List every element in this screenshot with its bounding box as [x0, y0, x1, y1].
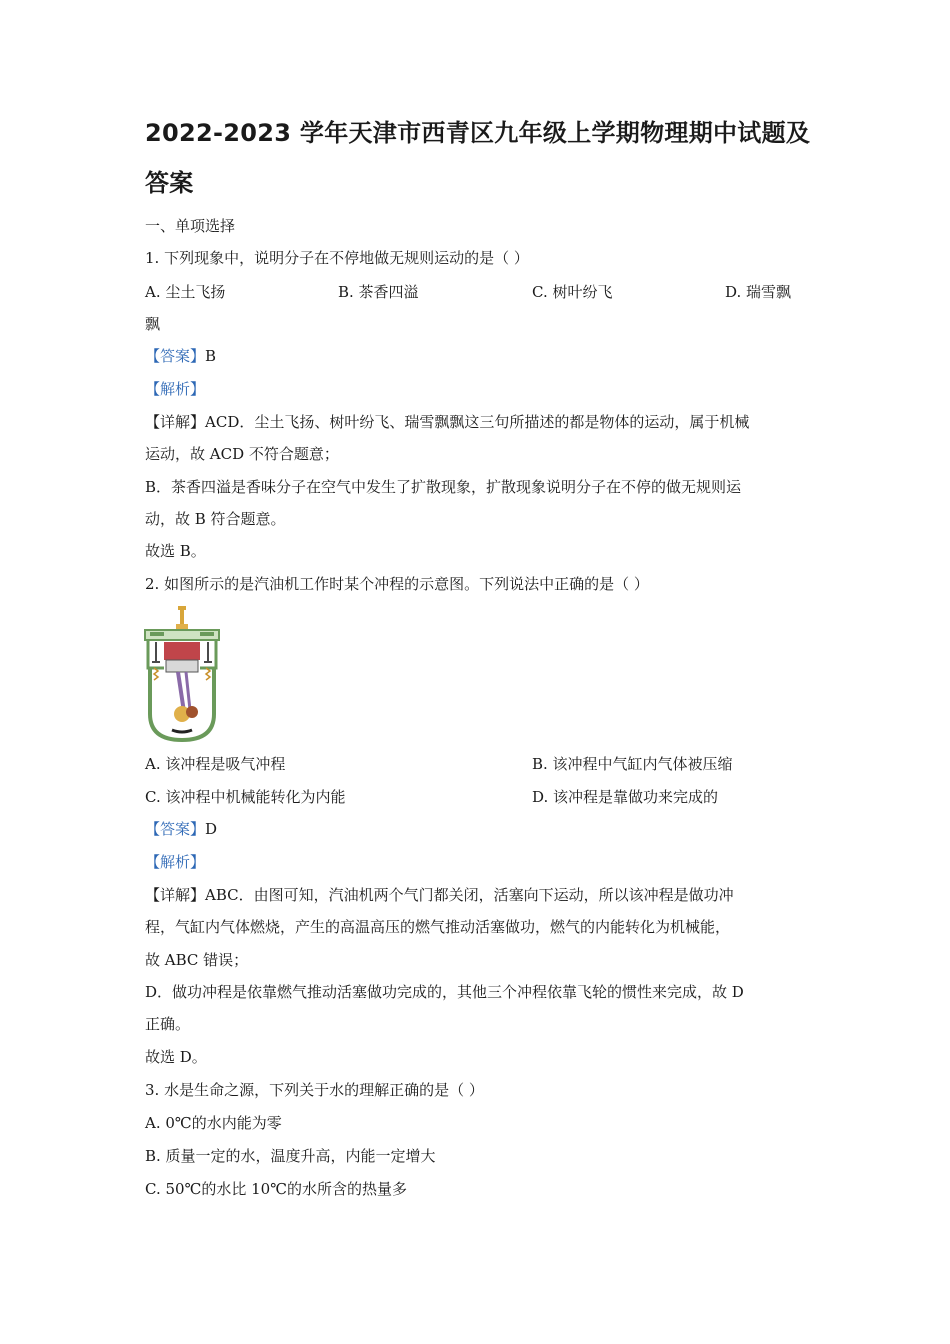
q1-detail-line-1: 【详解】ACD．尘土飞扬、树叶纷飞、瑞雪飘飘这三句所描述的都是物体的运动，属于机械 — [145, 413, 750, 431]
q3-option-c: C. 50℃的水比 10℃的水所含的热量多 — [145, 1180, 407, 1198]
exhaust-port — [200, 632, 214, 636]
document-title-line-2: 答案 — [145, 169, 194, 197]
spark-plug-body — [180, 610, 184, 624]
exhaust-valve — [204, 642, 212, 662]
q2-conclusion: 故选 D。 — [145, 1048, 207, 1066]
q2-detail-line-4: D．做功冲程是依靠燃气推动活塞做功完成的，其他三个冲程依靠飞轮的惯性来完成，故 D — [145, 983, 744, 1001]
q1-analysis-tag: 【解析】 — [145, 380, 206, 398]
answer-tag: 【答案】 — [145, 347, 206, 365]
q1-stem: 1. 下列现象中，说明分子在不停地做无规则运动的是（ ） — [145, 249, 529, 267]
q1-answer-value: B — [205, 347, 217, 365]
q1-option-d: D. 瑞雪飘 — [725, 283, 792, 301]
exhaust-valve-spring — [206, 668, 210, 680]
q2-option-d: D. 该冲程是靠做功来完成的 — [532, 788, 719, 806]
engine-diagram-figure — [142, 604, 222, 744]
q2-answer-value: D — [205, 820, 218, 838]
connecting-rod — [178, 672, 184, 712]
q1-option-d-continued: 飘 — [145, 315, 161, 333]
q3-option-b: B. 质量一定的水，温度升高，内能一定增大 — [145, 1147, 436, 1165]
intake-valve-spring — [154, 668, 158, 680]
q1-detail-line-2: 运动，故 ACD 不符合题意； — [145, 445, 339, 463]
detail-tag: 【详解】 — [145, 886, 206, 904]
q2-option-a: A. 该冲程是吸气冲程 — [145, 755, 286, 773]
document-title-line-1: 2022-2023 学年天津市西青区九年级上学期物理期中试题及 — [145, 119, 811, 147]
intake-valve — [152, 642, 160, 662]
q2-detail-line-5: 正确。 — [145, 1015, 191, 1033]
q1-detail-line-4: 动，故 B 符合题意。 — [145, 510, 286, 528]
q2-detail-line-2: 程，气缸内气体燃烧，产生的高温高压的燃气推动活塞做功，燃气的内能转化为机械能， — [145, 918, 731, 936]
q2-answer — [145, 819, 217, 839]
combustion-chamber — [164, 642, 200, 660]
piston — [166, 660, 198, 672]
section-heading: 一、单项选择 — [145, 217, 236, 235]
q1-detail-line-3: B．茶香四溢是香味分子在空气中发生了扩散现象，扩散现象说明分子在不停的做无规则运 — [145, 478, 742, 496]
detail-tag: 【详解】 — [145, 413, 206, 431]
q2-stem: 2. 如图所示的是汽油机工作时某个冲程的示意图。下列说法中正确的是（ ） — [145, 575, 649, 593]
q1-conclusion: 故选 B。 — [145, 542, 206, 560]
q3-option-a: A. 0℃的水内能为零 — [145, 1114, 282, 1132]
spark-plug-cap — [178, 606, 186, 610]
crank-pin — [186, 706, 198, 718]
q2-detail-line-1: 【详解】ABC．由图可知，汽油机两个气门都关闭，活塞向下运动，所以该冲程是做功冲 — [145, 886, 734, 904]
q2-option-c: C. 该冲程中机械能转化为内能 — [145, 788, 346, 806]
q1-option-c: C. 树叶纷飞 — [532, 283, 613, 301]
rotation-arrow — [172, 730, 192, 732]
q2-detail-line-3: 故 ABC 错误； — [145, 951, 249, 969]
q2-option-b: B. 该冲程中气缸内气体被压缩 — [532, 755, 733, 773]
answer-tag: 【答案】 — [145, 820, 206, 838]
q2-analysis-tag: 【解析】 — [145, 853, 206, 871]
q1-answer — [145, 346, 216, 366]
q3-stem: 3. 水是生命之源，下列关于水的理解正确的是（ ） — [145, 1081, 484, 1099]
intake-port — [150, 632, 164, 636]
q1-option-a: A. 尘土飞扬 — [145, 283, 226, 301]
connecting-rod-2 — [186, 672, 190, 710]
q1-option-b: B. 茶香四溢 — [338, 283, 419, 301]
